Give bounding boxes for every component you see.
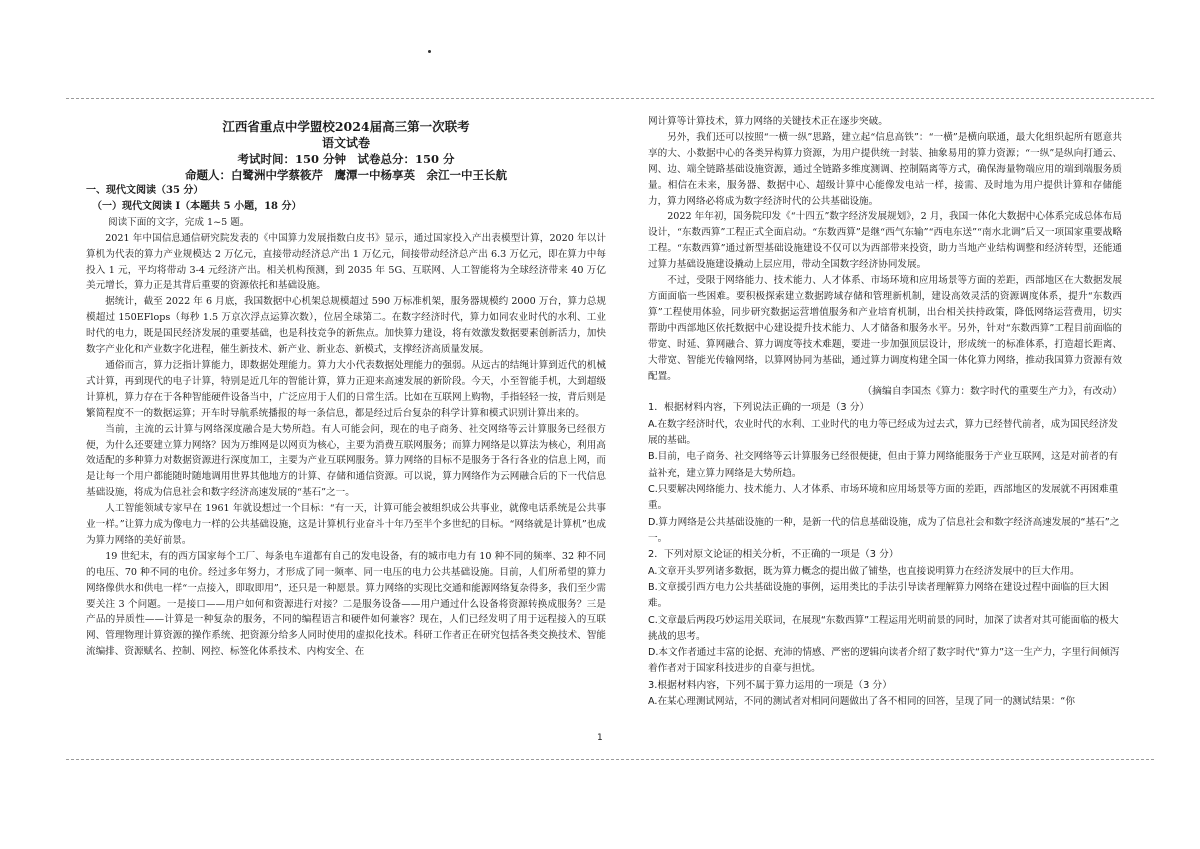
question-3-stem: 3.根据材料内容，下列不属于算力运用的一项是（3 分） (648, 679, 893, 691)
reading-instruction: 阅读下面的文字，完成 1~5 题。 (108, 216, 250, 228)
question-2-option-b: B.文章援引西方电力公共基础设施的事例，运用类比的手法引导读者理解算力网络在建设过程中面临的巨大困难。 (648, 581, 1109, 610)
passage-source: （摘编自李国杰《算力：数字时代的重要生产力》，有改动） (862, 386, 1122, 398)
question-2-option-a: A.文章开头罗列诸多数据，既为算力概念的提出做了铺垫，也直接说明算力在经济发展中的巨大作用。 (648, 565, 1080, 577)
exam-title: 江西省重点中学盟校2024届高三第一次联考 (222, 119, 470, 134)
scan-speck (428, 50, 431, 53)
page-number: 1 (597, 733, 603, 743)
passage-paragraph: 2022 年年初，国务院印发《“十四五”数字经济发展规划》，2 月，我国一体化大数据中心体系完成总体布局设计，“东数西算”工程正式全面启动。“东数西算”是继“西气东输”“西电东送”“南水北调”后又一项国家重要战略工程。“东数西算”通过新型基础设施建设不仅可以为西部带来投资，助力当地产业结构调整和经济转型，还能通过算力基础设施建设撬动上层应用，带动全国数字经济协同发展。 (648, 211, 1122, 271)
question-2-option-d: D.本文作者通过丰富的论据、充沛的情感、严密的逻辑向读者介绍了数字时代“算力”这一生产力，字里行间倾泻着作者对于国家科技进步的自豪与担忧。 (648, 647, 1120, 675)
passage-paragraph: 不过，受限于网络能力、技术能力、人才体系、市场环境和应用场景等方面的差距，西部地区在大数据发展方面面临一些困难。要积极探索建立数据跨域存储和管理新机制，建设高效灵活的资源调度体系，提升“东数西算”工程使用体验，同步研究数据运营增值服务和产业培育机制，出台相关扶持政策，降低网络运营费用，切实帮助中西部地区依托数据中心建设提升技术能力、人才储备和服务水平。另外，针对“东数西算”工程目前面临的带宽、时延、算网融合、算力调度等技术难题，要进一步加强顶层设计，形成统一的标准体系，打造超长距离、大带宽、智能光传输网络，以算网协同为基础，通过算力调度构建全国一体化算力网络，推动我国算力资源有效配置。 (648, 275, 1122, 382)
passage-paragraph: 当前，主流的云计算与网络深度融合是大势所趋。有人可能会问，现在的电子商务、社交网络等云计算服务已经很方便，为什么还要建立算力网络？因为万维网是以网页为核心，主要为消费互联网服务；而算力网络是以算法为核心，利用高效适配的多种算力对数据资源进行深度加工，主要为产业互联网服务。算力网络的目标不是服务于各行各业的信息上网，而是让每一个用户都能随时随地调用世界其他地方的计算、存储和通信资源。可以说，算力网络作为云网融合后的下一代信息基础设施，将成为信息社会和数字经济高速发展的“基石”之一。 (86, 423, 606, 499)
passage-paragraph: 19 世纪末，有的西方国家每个工厂、每条电车道都有自己的发电设备，有的城市电力有 10 种不同的频率、32 种不同的电压、70 种不同的电价。经过多年努力，才形成了同一频率、同一电压的电力公共基础设施。目前，人们所希望的算力网络像供水和供电一样“一点接入，即取即用”，还只是一种愿景。算力网络的实现比交通和能源网络复杂得多，我们至少需要关注 3 个问题。一是接口——用户如何和资源进行对接？二是服务设备——用户通过什么设备将资源转换成服务？三是产品的异质性——计算是一种复杂的服务，不同的编程语言和硬件如何兼容？现在，人们已经发明了用于远程接入的互联网、管理物理计算资源的操作系统、把资源分给多人同时使用的虚拟化技术。科研工作者正在研究包括各类交换技术、智能流编排、资源赋名、控制、网控、标签化体系技术、内构安全、在 (86, 550, 606, 658)
question-1-option-b: B.目前，电子商务、社交网络等云计算服务已经很便捷，但由于算力网络能服务于产业互联网，这是对前者的有益补充，建立算力网络是大势所趋。 (648, 451, 1119, 479)
passage-paragraph: 通俗而言，算力泛指计算能力，即数据处理能力。算力大小代表数据处理能力的强弱。从远古的结绳计算到近代的机械式计算，再到现代的电子计算，特别是近几年的智能计算，算力正迎来高速发展的新阶段。今天，小至智能手机，大到超级计算机，算力存在于各种智能硬件设备当中，广泛应用于人们的日常生活。比如在互联网上购物，手指轻轻一按，背后则是繁简程度不一的数据运算；开车时导航系统播报的每一条信息，都是经过后台复杂的科学计算和模式识别计算出来的。 (86, 359, 606, 419)
exam-info: 考试时间：150 分钟 试卷总分：150 分 (237, 152, 455, 166)
question-2-stem: 2．下列对原文论证的相关分析，不正确的一项是（3 分） (648, 549, 899, 561)
question-2-option-c: C.文章最后两段巧妙运用关联词，在展现“东数西算”工程运用光明前景的同时，加深了读者对其可能面临的极大挑战的思考。 (648, 614, 1119, 642)
question-1-option-c: C.只要解决网络能力、技术能力、人才体系、市场环境和应用场景等方面的差距，西部地区的发展就不再困难重重。 (648, 484, 1119, 512)
passage-paragraph: 另外，我们还可以按照“一横一纵”思路，建立起“信息高铁”：“一横”是横向联通，最大化组织起所有愿意共享的大、小数据中心的各类异构算力资源，为用户提供统一封装、抽象易用的算力资源；“一纵”是纵向打通云、网、边、端全链路基础设施资源，通过全链路多维度测调、控制隔离等方式，确保海量物端应用的端到端服务质量。相信在未来，服务器、数据中心、超级计算中心能像发电站一样，接需、及时地为用户提供计算和存储能力，算力网络必将成为数字经济时代的公共基础设施。 (648, 131, 1122, 207)
passage-paragraph: 2021 年中国信息通信研究院发表的《中国算力发展指数白皮书》显示，通过国家投入产出表模型计算，2020 年以计算机为代表的算力产业规模达 2 万亿元，直接带动经济总产出 1 万亿元，间接带动经济总产出 6.3 万亿元，即在算力中每投入 1 元，平均将带动 3-4 元经济产出。相关机构预测，到 2035 年 5G、互联网、人工智能将为全球经济带来 40 万亿美元增长，算力正是其背后重要的资源依托和基础设施。 (86, 232, 606, 292)
exam-authors: 命题人：白鹭洲中学蔡筱芹 鹰潭一中杨享英 余江一中王长航 (185, 168, 507, 182)
question-1-option-a: A.在数字经济时代，农业时代的水利、工业时代的电力等已经成为过去式，算力已经替代前者，成为国民经济发展的基础。 (648, 418, 1118, 447)
right-column (648, 114, 1122, 711)
question-1-option-d: D.算力网络是公共基础设施的一种，是新一代的信息基础设施，成为了信息社会和数字经济高速发展的“基石”之一。 (648, 516, 1120, 544)
passage-paragraph: 据统计，截至 2022 年 6 月底，我国数据中心机架总规模超过 590 万标准机架，服务器规模约 2000 万台，算力总规模超过 150EFlops（每秒 1.5 万京次浮点运算次数），位居全球第二。在数字经济时代，算力如同农业时代的水利、工业时代的电力，既是国民经济发展的重要基础，也是科技竞争的新焦点。加快算力建设，将有效激发数据要素创新活力，加快数字产业化和产业数字化进程，催生新技术、新产业、新业态、新模式，支撑经济高质量发展。 (86, 296, 606, 356)
question-3-option-a: A.在某心理测试网站，不同的测试者对相同问题做出了各不相同的回答，呈现了同一的测试结果：“你 (648, 696, 1075, 708)
exam-subject: 语文试卷 (321, 136, 370, 150)
subsection-heading: （一）现代文阅读 I（本题共 5 小题，18 分） (92, 200, 302, 212)
passage-paragraph: 网计算等计算技术，算力网络的关键技术正在逐步突破。 (648, 116, 888, 127)
passage-paragraph: 人工智能领域专家早在 1961 年就设想过一个目标：“有一天，计算可能会被组织成公共事业，就像电话系统是公共事业一样。”让算力成为像电力一样的公共基础设施，这是计算机行业奋斗十年乃至半个多世纪的目标。“网络就是计算机”也成为算力网络的美好前景。 (86, 503, 606, 546)
left-column (86, 118, 606, 660)
section-heading: 一、现代文阅读（35 分） (86, 185, 204, 196)
question-1-stem: 1．根据材料内容，下列说法正确的一项是（3 分） (648, 402, 870, 414)
